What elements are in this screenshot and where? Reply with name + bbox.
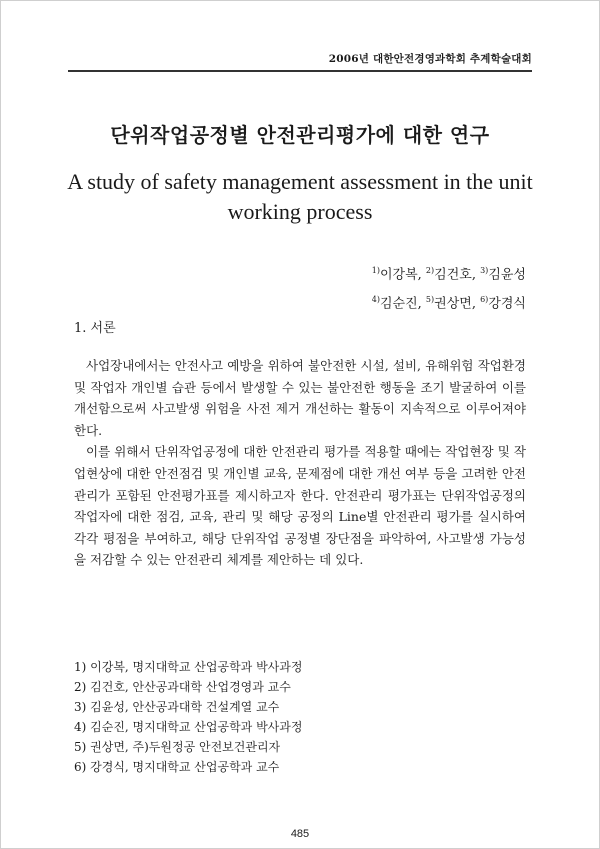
author-number: 4) xyxy=(371,295,380,305)
author-line-2: $^{4)}$김순진, $^{5)}$권상면, $^{6)}$강경식 xyxy=(371,295,526,312)
footnote: 2) 김건호, 안산공과대학 산업경영과 교수 xyxy=(74,680,291,694)
header-rule xyxy=(68,70,532,72)
author-number: 5) xyxy=(425,295,435,305)
page-number: 485 xyxy=(290,828,310,840)
english-title: A study of safety management assessment in the unit working process xyxy=(67,169,533,224)
author-name: 강경식 xyxy=(488,296,526,312)
paragraph: 이를 위해서 단위작업공정에 대한 안전관리 평가를 적용할 때에는 작업현장 및 작업현상에 대한 안전점검 및 개인별 교육, 문제점에 대한 개선 여부 등을 고려한 안전관리가 포함된 안전평가표를 제시하고자 한다. 안전관리 평가표는 단위작업공정의 작업자에 대한 점검, 교육, 관리 및 해당 공정의 Line별 안전관리 평가를 실시하여 각각 평점을 부여하고, 해당 단위작업 공정별 장단점을 파악하여, 사고발생 가능성을 저감할 수 있는 안전관리 체계를 제안하는 데 있다. xyxy=(74,444,526,568)
footnote: 1) 이강복, 명지대학교 산업공학과 박사과정 xyxy=(74,660,303,674)
footnote: 4) 김순진, 명지대학교 산업공학과 박사과정 xyxy=(74,720,303,734)
author-name: 김순진 xyxy=(379,296,418,312)
section-heading: 1. 서론 xyxy=(74,321,116,336)
korean-title: 단위작업공정별 안전관리평가에 대한 연구 xyxy=(110,123,490,147)
footnote: 5) 권상면, 주)두원정공 안전보건관리자 xyxy=(74,740,281,754)
author-name: 이강복 xyxy=(379,267,418,283)
footnote: 6) 강경식, 명지대학교 산업공학과 교수 xyxy=(74,760,280,774)
author-name: 권상면 xyxy=(434,296,472,312)
running-header: 2006년 대한안전경영과학회 추계학술대회 xyxy=(328,53,532,65)
author-number: 1) xyxy=(371,266,380,275)
footnotes xyxy=(74,657,302,777)
author-name: 김건호 xyxy=(434,267,472,283)
author-name: 김윤성 xyxy=(488,267,526,283)
author-number: 3) xyxy=(480,266,489,275)
author-number: 6) xyxy=(480,295,489,305)
paragraph: 사업장내에서는 안전사고 예방을 위하여 불안전한 시설, 설비, 유해위험 작업환경 및 작업자 개인별 습관 등에서 발생할 수 있는 불안전한 행동을 조기 발굴하여 이를 개선함으로써 사고발생 위험을 사전 제거 개선하는 활동이 지속적으로 이루어져야 한다. xyxy=(74,358,526,438)
author-list xyxy=(372,258,526,317)
author-line-1: $^{1)}$이강복, $^{2)}$김건호, $^{3)}$김윤성 xyxy=(371,266,526,283)
author-number: 2) xyxy=(425,266,435,275)
footnote: 3) 김윤성, 안산공과대학 건설계열 교수 xyxy=(74,700,280,714)
body-text xyxy=(74,355,526,571)
